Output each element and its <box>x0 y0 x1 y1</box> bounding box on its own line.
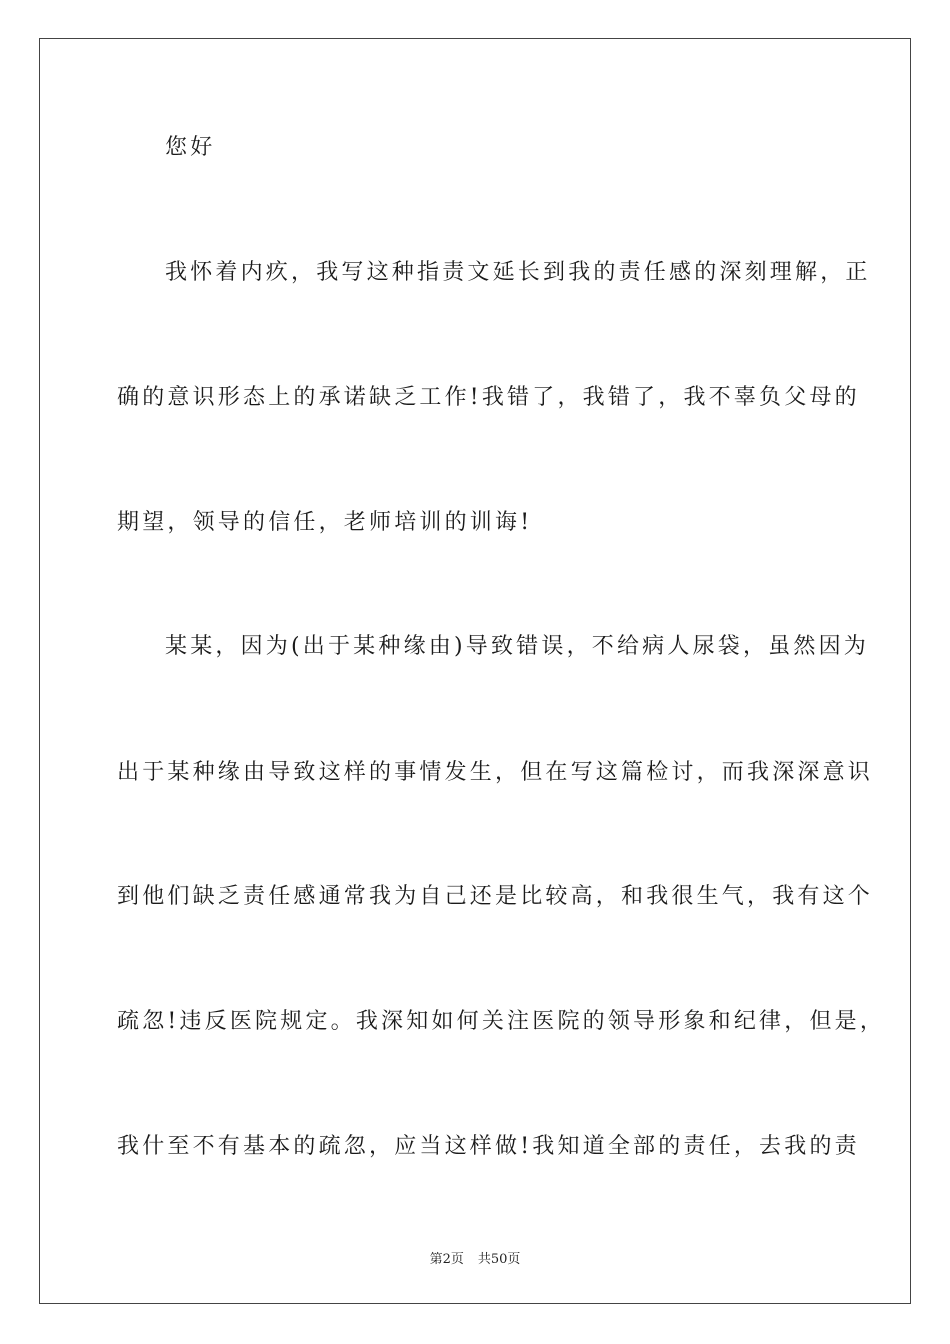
paragraph-line: 我怀着内疚，我写这种指责文延长到我的责任感的深刻理解，正 <box>165 260 871 285</box>
paragraph-line: 期望，领导的信任，老师培训的训诲! <box>117 510 533 535</box>
paragraph-line: 确的意识形态上的承诺缺乏工作!我错了，我错了，我不辜负父母的 <box>117 385 860 410</box>
paragraph-line: 疏忽!违反医院规定。我深知如何关注医院的领导形象和纪律，但是， <box>117 1009 886 1034</box>
page-frame <box>39 38 911 1304</box>
paragraph-line: 某某，因为(出于某种缘由)导致错误，不给病人尿袋，虽然因为 <box>165 634 869 659</box>
paragraph-line: 出于某种缘由导致这样的事情发生，但在写这篇检讨，而我深深意识 <box>117 760 874 785</box>
page-number: 第2页 <box>429 1252 464 1267</box>
paragraph-line: 我什至不有基本的疏忽，应当这样做!我知道全部的责任，去我的责 <box>117 1134 860 1159</box>
paragraph-line: 到他们缺乏责任感通常我为自己还是比较高，和我很生气，我有这个 <box>117 884 874 909</box>
greeting-line: 您好 <box>165 135 216 160</box>
page-footer <box>0 1248 950 1267</box>
page-total: 共50页 <box>477 1252 521 1267</box>
